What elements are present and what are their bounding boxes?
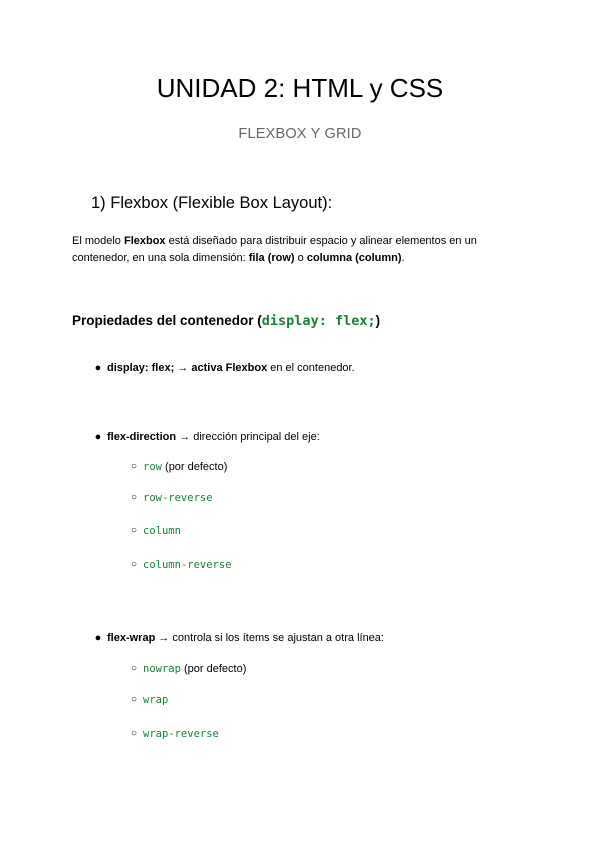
code-value: row <box>143 461 162 473</box>
container-properties-heading <box>72 311 380 331</box>
prop-flex-wrap: flex-wrap <box>107 632 156 644</box>
item-description: dirección principal del eje: <box>193 431 320 443</box>
intro-paragraph <box>72 233 512 267</box>
code-value: column <box>143 525 181 537</box>
intro-text-1: El modelo <box>72 235 124 247</box>
value-note: (por defecto) <box>161 461 228 473</box>
intro-bold-row: fila (row) <box>248 252 295 264</box>
bullet-circle-icon: ○ <box>130 728 138 739</box>
section-heading-flexbox: 1) Flexbox (Flexible Box Layout): <box>91 194 333 212</box>
code-value: wrap <box>143 694 169 706</box>
container-heading-close: ) <box>375 313 381 328</box>
arrow: → <box>174 362 192 374</box>
bullet-circle-icon: ○ <box>130 492 138 503</box>
bullet-dot-icon: ● <box>94 632 102 644</box>
intro-text-2: está diseñado para distribuir espacio y alinear elementos en un contenedor, en una sola dimensión: <box>72 235 477 264</box>
arrow: → <box>176 431 194 443</box>
container-heading-text: Propiedades del contenedor ( <box>72 313 262 328</box>
arrow: → <box>155 632 173 644</box>
bullet-circle-icon: ○ <box>130 694 138 705</box>
item-description: controla si los ítems se ajustan a otra línea: <box>172 632 384 644</box>
bullet-circle-icon: ○ <box>130 461 138 472</box>
bullet-circle-icon: ○ <box>130 525 138 536</box>
container-heading-code: display: flex; <box>261 313 376 329</box>
bullet-dot-icon: ● <box>94 362 102 374</box>
code-value: nowrap <box>143 663 181 675</box>
bullet-dot-icon: ● <box>94 431 102 443</box>
code-value: row-reverse <box>143 492 213 504</box>
code-value: column-reverse <box>143 559 232 571</box>
bullet-circle-icon: ○ <box>130 663 138 674</box>
intro-text-3: o <box>294 252 307 264</box>
bold-activa-flexbox: activa Flexbox <box>191 362 268 374</box>
intro-text-4: . <box>401 252 405 264</box>
bullet-circle-icon: ○ <box>130 559 138 570</box>
prop-display-flex: display: flex; <box>107 362 175 374</box>
intro-bold-column: columna (column) <box>306 252 402 264</box>
document-title: UNIDAD 2: HTML y CSS <box>156 73 444 103</box>
code-value: wrap-reverse <box>143 728 219 740</box>
prop-flex-direction: flex-direction <box>107 431 177 443</box>
document-subtitle: FLEXBOX Y GRID <box>238 126 362 142</box>
value-note: (por defecto) <box>180 663 247 675</box>
intro-bold-flexbox: Flexbox <box>123 235 166 247</box>
item-description: en el contenedor. <box>267 362 355 374</box>
